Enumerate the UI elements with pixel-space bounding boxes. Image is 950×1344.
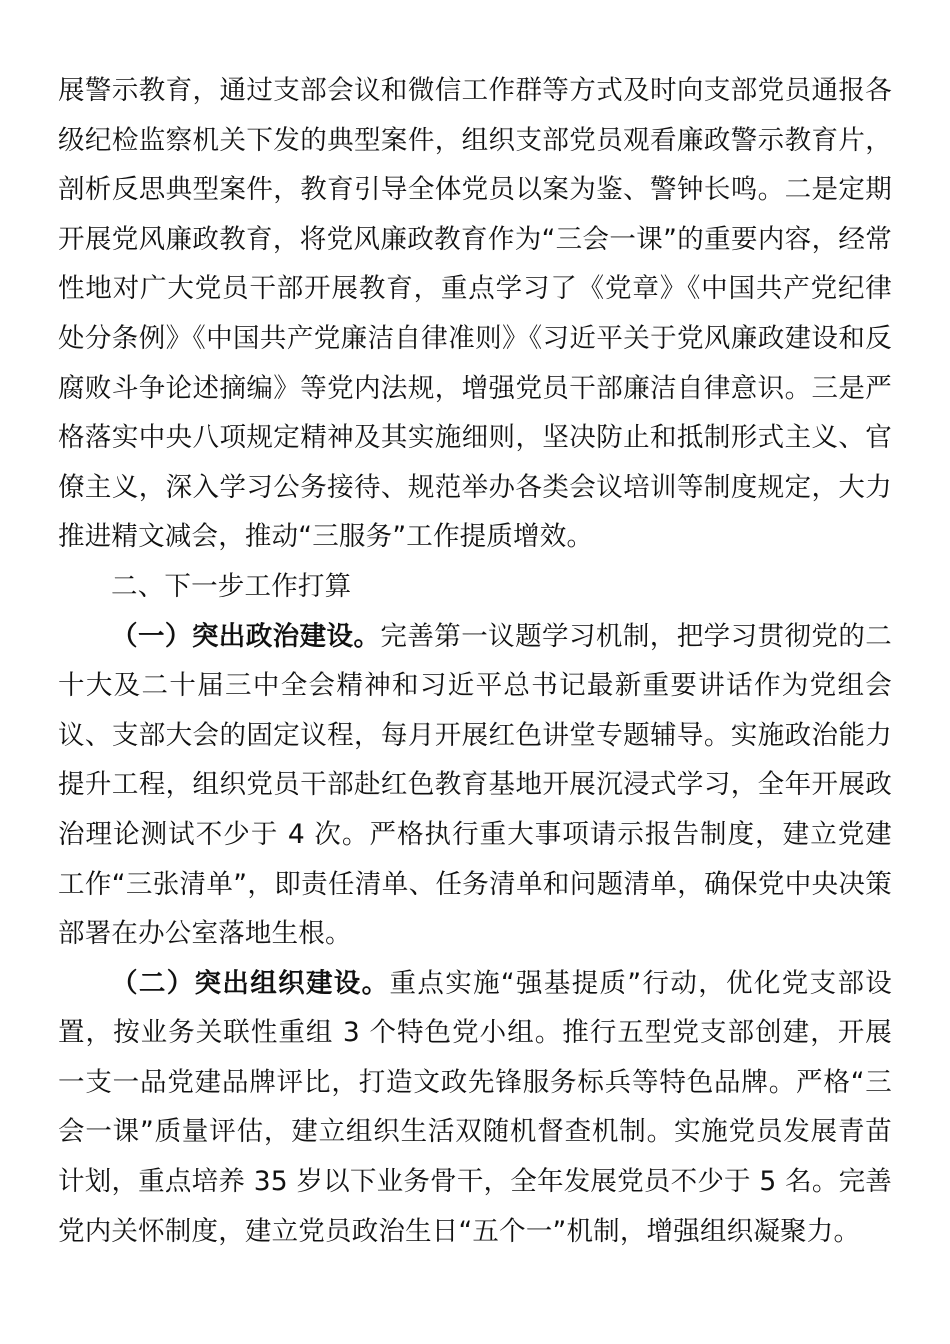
section-heading-next-steps: 二、下一步工作打算 xyxy=(111,570,352,602)
item-text-political: 完善第一议题学习机制，把学习贯彻党的二十大及二十届三中全会精神和习近平总书记最新重要讲话作为党组会议、支部大会的固定议程，每月开展红色讲堂专题辅导。实施政治能力提升工程，组织党员干部赴红色教育基地开展沉浸式学习，全年开展政治理论测试不少于 4 次。严格执行重大事项请示报告制度，建立党建工作“三张清单”，即责任清单、任务清单和问题清单，确保党中央决策部署在办公室落地生根。 xyxy=(58,620,892,950)
item-heading-organization: （二）突出组织建设。 xyxy=(111,967,390,999)
paragraph-warning-education: 展警示教育，通过支部会议和微信工作群等方式及时向支部党员通报各级纪检监察机关下发的典型案件，组织支部党员观看廉政警示教育片，剖析反思典型案件，教育引导全体党员以案为鉴、警钟长鸣。二是定期开展党风廉政教育，将党风廉政教育作为“三会一课”的重要内容，经常性地对广大党员干部开展教育，重点学习了《党章》《中国共产党纪律处分条例》《中国共产党廉洁自律准则》《习近平关于党风廉政建设和反腐败斗争论述摘编》等党内法规，增强党员干部廉洁自律意识。三是严格落实中央八项规定精神及其实施细则，坚决防止和抵制形式主义、官僚主义，深入学习公务接待、规范举办各类会议培训等制度规定，大力推进精文减会，推动“三服务”工作提质增效。 xyxy=(58,75,892,553)
paragraph-organization-building xyxy=(58,959,892,1257)
item-heading-political: （一）突出政治建设。 xyxy=(111,620,381,652)
item-text-organization: 重点实施“强基提质”行动，优化党支部设置，按业务关联性重组 3 个特色党小组。推行五型党支部创建，开展一支一品党建品牌评比，打造文政先锋服务标兵等特色品牌。严格“三会一课”质量评估，建立组织生活双随机督查机制。实施党员发展青苗计划，重点培养 35 岁以下业务骨干，全年发展党员不少于 5 名。完善党内关怀制度，建立党员政治生日“五个一”机制，增强组织凝聚力。 xyxy=(58,967,892,1247)
document-body xyxy=(58,66,892,1256)
paragraph-political-building xyxy=(58,612,892,959)
